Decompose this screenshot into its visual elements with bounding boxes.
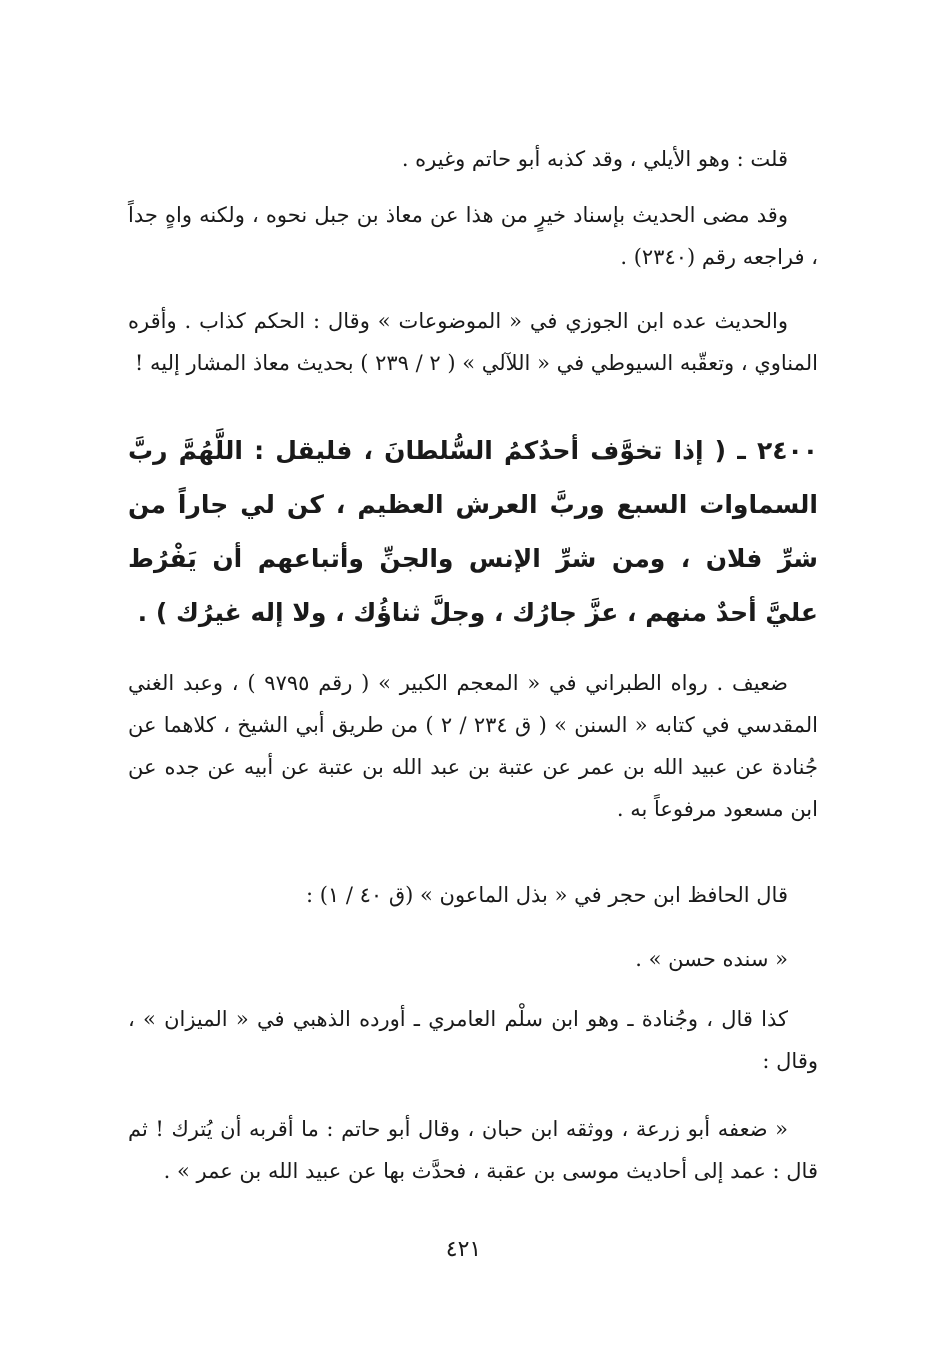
commentary-text: والحديث عده ابن الجوزي في « الموضوعات » وقال : الحكم كذاب . وأقره المناوي ، وتعقّبه السيوطي في « اللآلي » ( ٢ / ٢٣٩ ) بحديث معاذ المشار إليه !	[128, 309, 818, 375]
quote-paragraph	[128, 938, 818, 980]
dhahabi-quote-paragraph	[128, 1108, 818, 1192]
page-number: ٤٢١	[445, 1237, 482, 1262]
commentary-paragraph	[128, 300, 818, 384]
note-text: قلت : وهو الأيلي ، وقد كذبه أبو حاتم وغيره .	[401, 147, 788, 171]
dhahabi-quote-text: « ضعفه أبو زرعة ، ووثقه ابن حبان ، وقال أبو حاتم : ما أقربه أن يُترك ! ثم قال : عمد إلى أحاديث موسى بن عقبة ، فحدَّث بها عن عبيد الله بن عمر » .	[128, 1117, 818, 1183]
quote-intro-paragraph	[128, 874, 818, 916]
grading-paragraph	[128, 662, 818, 830]
rebuttal-text: كذا قال ، وجُنادة ـ وهو ابن سلْم العامري ـ أورده الذهبي في « الميزان » ، وقال :	[128, 1007, 818, 1073]
quote-text: « سنده حسن » .	[635, 947, 788, 971]
quote-intro-text: قال الحافظ ابن حجر في « بذل الماعون » (ق ٤٠ / ١) :	[305, 883, 788, 907]
grading-text: ضعيف . رواه الطبراني في « المعجم الكبير » ( رقم ٩٧٩٥ ) ، وعبد الغني المقدسي في كتابه « السنن » ( ق ٢٣٤ / ٢ ) من طريق أبي الشيخ ، كلاهما عن جُنادة عن عبيد الله بن عمر عن عتبة بن عبد الله بن عتبة عن أبيه عن جده عن ابن مسعود مرفوعاً به .	[128, 671, 819, 821]
hadith-paragraph	[128, 424, 818, 640]
note-paragraph	[128, 138, 818, 180]
hadith-text: ٢٤٠٠ ـ ( إذا تخوَّف أحدُكمُ السُّلطانَ ، فليقل : اللَّهُمَّ ربَّ السماوات السبع وربَّ العرش العظيم ، كن لي جاراً من شرِّ فلان ، ومن شرِّ الإنس والجنِّ وأتباعهم أن يَفْرُط عليَّ أحدٌ منهم ، عزَّ جارُك ، وجلَّ ثناؤُك ، ولا إله غيرُك ) .	[128, 436, 818, 627]
rebuttal-paragraph	[128, 998, 818, 1082]
reference-paragraph	[128, 194, 818, 278]
reference-text: وقد مضى الحديث بإسناد خيرٍ من هذا عن معاذ بن جبل نحوه ، ولكنه واهٍ جداً ، فراجعه رقم (٢٣٤٠) .	[128, 203, 818, 269]
